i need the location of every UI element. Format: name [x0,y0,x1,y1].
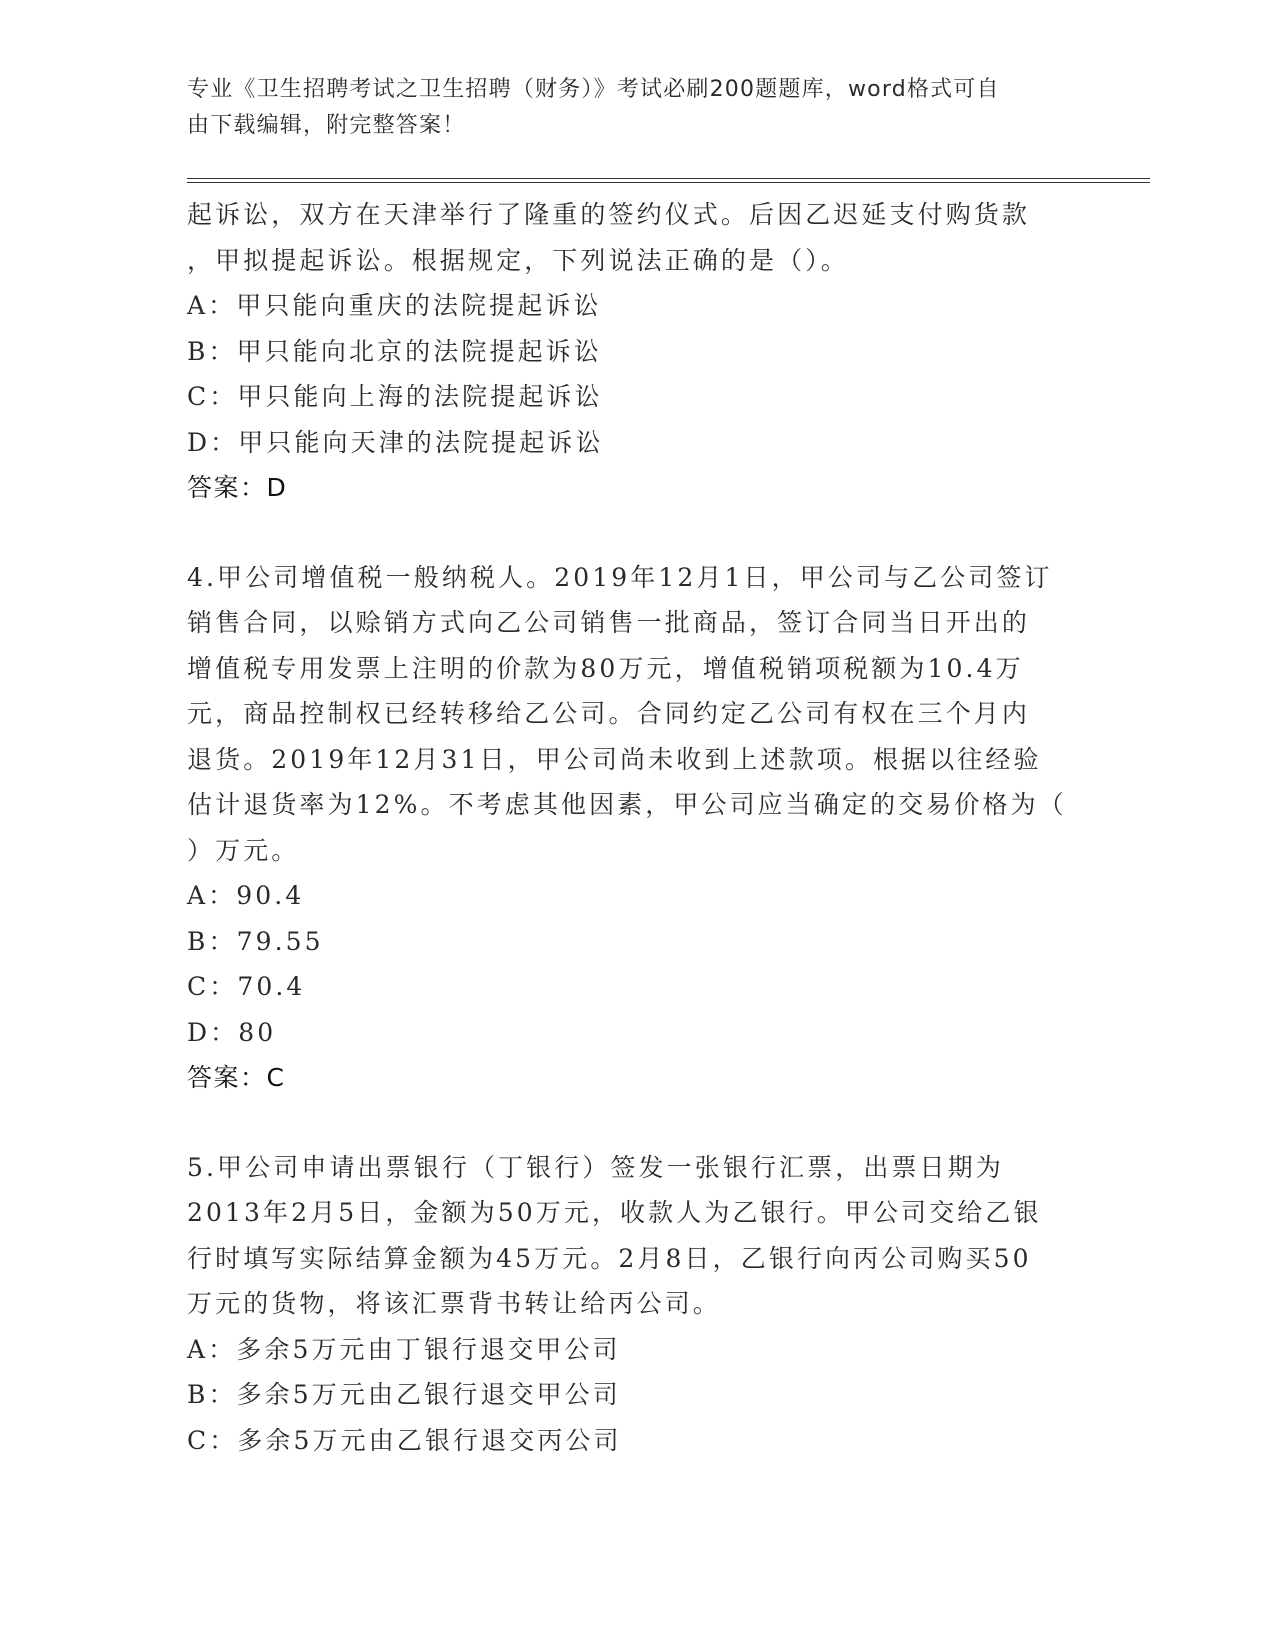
header-divider [187,178,1150,183]
question-stem-line: 行时填写实际结算金额为45万元。2月8日，乙银行向丙公司购买50 [187,1243,1032,1273]
question-stem-line: 4.甲公司增值税一般纳税人。2019年12月1日，甲公司与乙公司签订 [187,562,1053,592]
option-b: B：79.55 [187,926,324,956]
answer-line: 答案：D [187,473,288,502]
option-c: C：70.4 [187,972,306,1001]
option-d: D：80 [187,1017,277,1047]
question-stem-line: 万元的货物，将该汇票背书转让给丙公司。 [187,1289,721,1318]
question-5 [187,1145,1087,1464]
header-line-1: 专业《卫生招聘考试之卫生招聘（财务）》考试必刷200题题库，word格式可自 [187,77,1000,102]
question-stem-line: 元，商品控制权已经转移给乙公司。合同约定乙公司有权在三个月内 [187,699,1031,728]
question-stem-line: ）万元。 [187,835,300,865]
answer-line: 答案：C [187,1063,286,1092]
option-b: B：多余5万元由乙银行退交甲公司 [187,1380,621,1409]
option-d: D：甲只能向天津的法院提起诉讼 [187,427,604,457]
option-a: A：90.4 [187,881,305,910]
question-stem-line: 估计退货率为12%。不考虑其他因素，甲公司应当确定的交易价格为（ [187,790,1067,819]
document-body [187,192,1087,1463]
question-stem-line: 增值税专用发票上注明的价款为80万元，增值税销项税额为10.4万 [187,653,1024,683]
question-stem-line: 退货。2019年12月31日，甲公司尚未收到上述款项。根据以往经验 [187,744,1042,774]
option-a: A：甲只能向重庆的法院提起诉讼 [187,291,602,320]
header-line-2: 由下载编辑，附完整答案！ [187,113,466,138]
question-stem-line: 5.甲公司申请出票银行（丁银行）签发一张银行汇票，出票日期为 [187,1152,1004,1182]
option-a: A：多余5万元由丁银行退交甲公司 [187,1334,621,1364]
question-3 [187,192,1087,511]
question-stem-line: 销售合同，以赊销方式向乙公司销售一批商品，签订合同当日开出的 [187,608,1031,637]
question-spacer [187,511,1087,555]
question-stem-line: 2013年2月5日，金额为50万元，收款人为乙银行。甲公司交给乙银 [187,1198,1042,1227]
question-stem-line: ，甲拟提起诉讼。根据规定，下列说法正确的是（）。 [187,245,849,275]
document-header [187,72,1067,144]
question-spacer [187,1101,1087,1145]
option-b: B：甲只能向北京的法院提起诉讼 [187,336,602,366]
option-c: C：多余5万元由乙银行退交丙公司 [187,1425,622,1455]
question-4 [187,555,1087,1101]
question-stem-line: 起诉讼，双方在天津举行了隆重的签约仪式。后因乙迟延支付购货款 [187,200,1031,229]
option-c: C：甲只能向上海的法院提起诉讼 [187,382,603,411]
